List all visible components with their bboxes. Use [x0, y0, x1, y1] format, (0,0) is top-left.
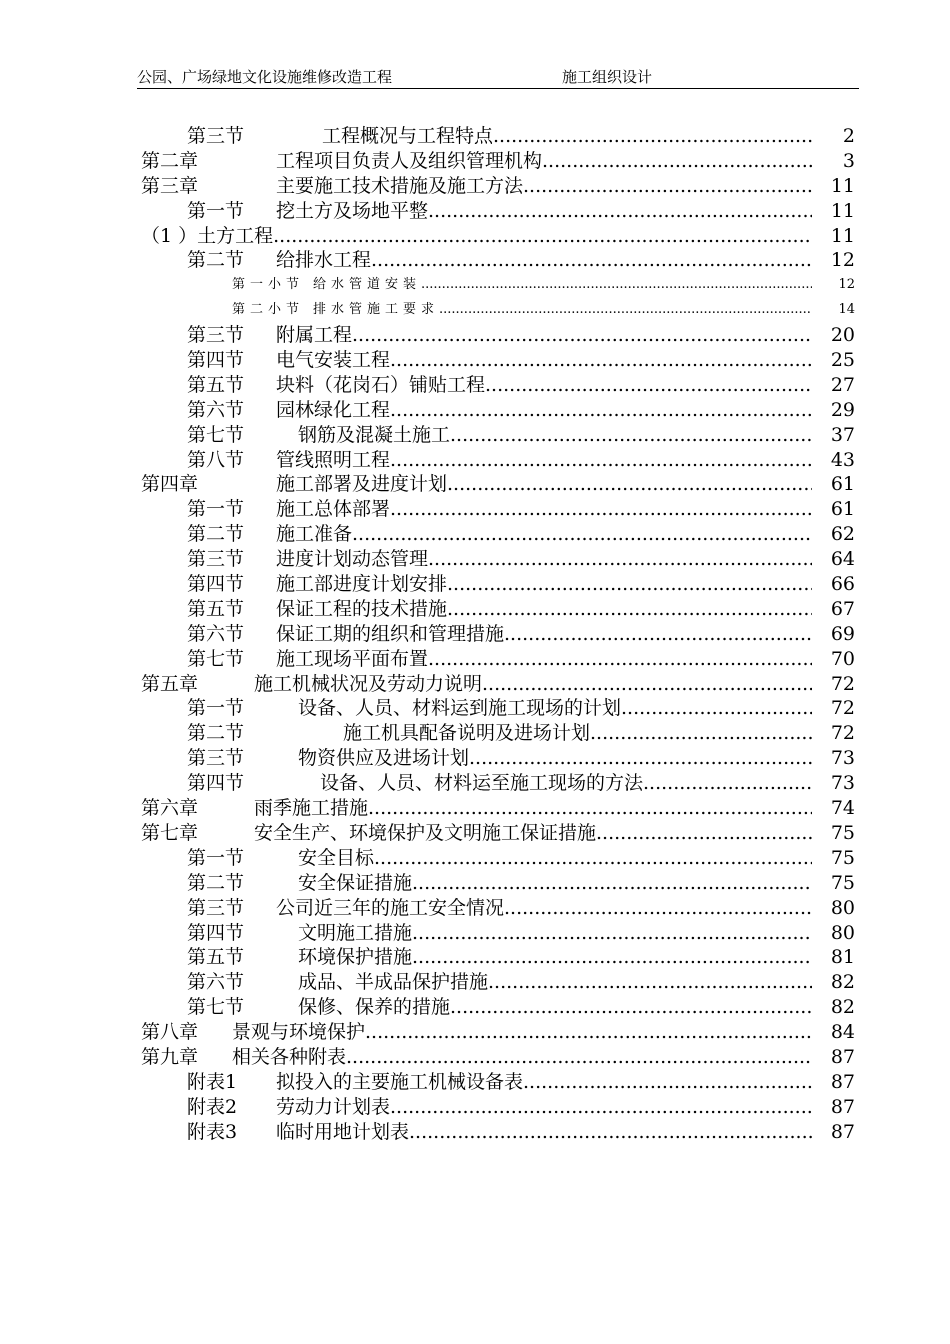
toc-entry-title: 施工部进度计划安排: [276, 573, 448, 596]
toc-leader-dots: [352, 323, 812, 348]
toc-entry-label: 第三节: [187, 548, 245, 571]
toc-leader-dots: [428, 547, 812, 572]
toc-entry-title: 工程项目负责人及组织管理机构: [276, 149, 543, 172]
toc-entry-label: 第二章: [141, 149, 199, 172]
toc-leader-dots: [447, 472, 812, 497]
toc-entry-label: 第一节: [187, 498, 245, 521]
toc-entry-label: 第九章: [141, 1045, 199, 1068]
toc-entry-label: 第三章: [141, 174, 199, 197]
toc-entry[interactable]: [0, 771, 950, 796]
toc-entry-page: 87: [830, 1070, 855, 1093]
toc-entry[interactable]: [0, 647, 950, 672]
toc-entry-page: 72: [830, 722, 855, 745]
toc-leader-dots: [504, 896, 812, 921]
toc-entry-title: 管线照明工程: [276, 448, 391, 471]
toc-entry-page: 75: [830, 846, 855, 869]
toc-entry-label: 第四节: [187, 772, 245, 795]
toc-leader-dots: [450, 995, 812, 1020]
toc-entry-label: 第七节: [187, 647, 245, 670]
toc-entry[interactable]: [0, 597, 950, 622]
toc-entry-page: 61: [830, 498, 855, 521]
header-document-type: 施工组织设计: [562, 68, 653, 86]
toc-entry[interactable]: [0, 995, 950, 1020]
toc-entry-title: 施工机械状况及劳动力说明: [254, 672, 483, 695]
toc-entry-title: 临时用地计划表: [276, 1120, 410, 1143]
toc-entry-page: 61: [830, 473, 855, 496]
toc-entry-title: 设备、人员、材料运到施工现场的计划: [298, 697, 622, 720]
toc-entry-label: 第二小节: [232, 302, 305, 318]
toc-entry-title: 施工总体部署: [276, 498, 391, 521]
toc-leader-dots: [368, 796, 812, 821]
toc-leader-dots: [482, 672, 812, 697]
toc-entry[interactable]: [0, 199, 950, 224]
toc-entry[interactable]: [0, 224, 950, 249]
toc-entry-label: 第二节: [187, 249, 245, 272]
toc-entry-title: 钢筋及混凝土施工: [298, 423, 451, 446]
toc-entry-title: 安全生产、环境保护及文明施工保证措施: [254, 821, 597, 844]
toc-entry-page: 82: [830, 996, 855, 1019]
toc-entry-label: 第二节: [187, 523, 245, 546]
toc-leader-dots: [488, 970, 812, 995]
toc-leader-dots: [374, 846, 812, 871]
toc-leader-dots: [428, 647, 812, 672]
toc-entry[interactable]: [0, 522, 950, 547]
toc-entry-page: 80: [830, 921, 855, 944]
toc-entry-title: 挖土方及场地平整: [276, 199, 429, 222]
toc-entry[interactable]: [0, 846, 950, 871]
toc-entry-page: 82: [830, 971, 855, 994]
toc-entry-page: 72: [830, 672, 855, 695]
toc-leader-dots: [447, 572, 812, 597]
toc-entry-page: 12: [830, 249, 855, 272]
toc-leader-dots: [390, 1095, 812, 1120]
toc-entry-page: 29: [830, 398, 855, 421]
toc-leader-dots: [273, 224, 812, 249]
toc-leader-dots: [643, 771, 812, 796]
toc-entry-label: 第六节: [187, 398, 245, 421]
toc-entry-page: 11: [830, 199, 855, 222]
toc-entry-title: 公司近三年的施工安全情况: [276, 896, 505, 919]
toc-entry-title: 块料（花岗石）铺贴工程: [276, 373, 486, 396]
toc-entry-label: 第一节: [187, 199, 245, 222]
toc-entry[interactable]: [0, 821, 950, 846]
toc-leader-dots: [428, 199, 812, 224]
toc-entry-page: 43: [830, 448, 855, 471]
toc-entry-page: 87: [830, 1120, 855, 1143]
toc-entry-title: 工程概况与工程特点: [322, 125, 494, 147]
toc-leader-dots: [390, 448, 812, 473]
toc-leader-dots: [596, 821, 812, 846]
toc-entry-title: 进度计划动态管理: [276, 548, 429, 571]
toc-entry-label: 第三节: [187, 324, 245, 347]
toc-entry[interactable]: [0, 423, 950, 448]
toc-entry-page: 73: [830, 772, 855, 795]
toc-entry-page: 25: [830, 349, 855, 372]
toc-entry[interactable]: [0, 672, 950, 697]
toc-entry[interactable]: [0, 871, 950, 896]
toc-entry-title: 保修、保养的措施: [298, 996, 451, 1019]
toc-entry-label: 第六章: [141, 797, 199, 820]
toc-entry-label: 第八节: [187, 448, 245, 471]
toc-entry[interactable]: [0, 1045, 950, 1070]
toc-entry-label: 附表3: [187, 1120, 238, 1143]
toc-entry-title: 文明施工措施: [298, 921, 413, 944]
toc-entry-page: 27: [830, 373, 855, 396]
toc-leader-dots: [365, 1020, 812, 1045]
toc-entry[interactable]: [0, 174, 950, 199]
toc-leader-dots: [439, 298, 812, 323]
toc-entry-label: 第三节: [187, 896, 245, 919]
toc-entry[interactable]: [0, 696, 950, 721]
toc-entry-label: 第四节: [187, 349, 245, 372]
toc-entry-label: 附表1: [187, 1070, 238, 1093]
toc-entry[interactable]: [0, 921, 950, 946]
toc-entry[interactable]: [0, 149, 950, 174]
toc-entry-title: 安全目标: [298, 846, 375, 869]
toc-entry-page: 87: [830, 1045, 855, 1068]
toc-entry-label: 第七章: [141, 821, 199, 844]
toc-entry-label: 第五节: [187, 946, 245, 969]
toc-entry-page: 66: [830, 573, 855, 596]
toc-entry-page: 72: [830, 697, 855, 720]
toc-leader-dots: [504, 622, 812, 647]
toc-entry-label: 附表2: [187, 1095, 238, 1118]
toc-leader-dots: [450, 423, 812, 448]
toc-entry-title: 保证工程的技术措施: [276, 597, 448, 620]
toc-entry[interactable]: [0, 124, 950, 149]
toc-entry-title: 拟投入的主要施工机械设备表: [276, 1070, 524, 1093]
toc-entry-label: 第五章: [141, 672, 199, 695]
toc-leader-dots: [390, 497, 812, 522]
toc-entry-page: 3: [842, 149, 855, 172]
toc-entry-label: 第四节: [187, 573, 245, 596]
toc-entry-title: 成品、半成品保护措施: [298, 971, 489, 994]
toc-leader-dots: [412, 871, 812, 896]
toc-entry-page: 75: [830, 821, 855, 844]
toc-entry[interactable]: [0, 547, 950, 572]
toc-entry-page: 70: [830, 647, 855, 670]
toc-entry-page: 81: [830, 946, 855, 969]
toc-entry-title: 劳动力计划表: [276, 1095, 391, 1118]
toc-entry[interactable]: [0, 448, 950, 473]
toc-leader-dots: [493, 124, 812, 149]
toc-entry-title: 相关各种附表: [232, 1045, 347, 1068]
toc-entry[interactable]: [0, 323, 950, 348]
table-of-contents: [0, 124, 950, 1145]
toc-leader-dots: [447, 597, 812, 622]
toc-entry[interactable]: [0, 248, 950, 273]
toc-entry-title: 物资供应及进场计划: [298, 747, 470, 770]
toc-entry-page: 67: [830, 597, 855, 620]
toc-leader-dots: [412, 921, 812, 946]
toc-entry-title: 环境保护措施: [298, 946, 413, 969]
toc-entry-label: 第七节: [187, 996, 245, 1019]
toc-entry-title: 给排水工程: [276, 249, 372, 272]
toc-leader-dots: [421, 273, 812, 298]
toc-entry-title: 安全保证措施: [298, 871, 413, 894]
toc-entry-label: 第五节: [187, 597, 245, 620]
toc-entry-label: 第七节: [187, 423, 245, 446]
page-header: [137, 66, 859, 89]
toc-entry[interactable]: [0, 896, 950, 921]
toc-entry-label: 第二节: [187, 871, 245, 894]
toc-leader-dots: [542, 149, 812, 174]
toc-entry[interactable]: [0, 1070, 950, 1095]
toc-entry-label: 第三节: [187, 747, 245, 770]
toc-entry-title: 景观与环境保护: [232, 1021, 366, 1044]
toc-entry-label: 第四节: [187, 921, 245, 944]
toc-entry-page: 80: [830, 896, 855, 919]
toc-entry-label: 第一小节: [232, 277, 305, 293]
toc-entry-label: 第五节: [187, 373, 245, 396]
toc-entry-title: 施工现场平面布置: [276, 647, 429, 670]
toc-entry[interactable]: [0, 373, 950, 398]
toc-entry-label: 第三节: [187, 125, 245, 147]
toc-entry-page: 11: [830, 224, 855, 247]
toc-leader-dots: [469, 746, 812, 771]
toc-entry-title: （1 ）土方工程: [141, 224, 274, 247]
toc-entry[interactable]: [0, 1120, 950, 1145]
toc-entry-title: 主要施工技术措施及施工方法: [276, 174, 524, 197]
toc-entry-label: 第四章: [141, 473, 199, 496]
toc-entry-page: 37: [830, 423, 855, 446]
toc-leader-dots: [371, 248, 812, 273]
toc-entry-title: 施工部署及进度计划: [276, 473, 448, 496]
toc-entry[interactable]: [0, 497, 950, 522]
toc-entry[interactable]: [0, 348, 950, 373]
toc-entry-page: 84: [830, 1021, 855, 1044]
toc-entry-page: 14: [838, 302, 855, 318]
toc-leader-dots: [390, 398, 812, 423]
toc-entry-label: 第六节: [187, 622, 245, 645]
toc-entry-page: 87: [830, 1095, 855, 1118]
toc-entry[interactable]: [0, 298, 950, 323]
toc-entry-label: 第二节: [187, 722, 245, 745]
toc-entry-title: 排水管施工要求: [313, 298, 439, 323]
toc-entry-title: 电气安装工程: [276, 349, 391, 372]
toc-entry[interactable]: [0, 721, 950, 746]
toc-entry-title: 施工准备: [276, 523, 353, 546]
toc-leader-dots: [621, 696, 812, 721]
toc-entry-label: 第八章: [141, 1021, 199, 1044]
toc-leader-dots: [485, 373, 812, 398]
toc-leader-dots: [352, 522, 812, 547]
toc-entry[interactable]: [0, 622, 950, 647]
toc-entry-page: 74: [830, 797, 855, 820]
toc-entry-title: 给水管道安装: [313, 273, 421, 298]
toc-entry-page: 73: [830, 747, 855, 770]
toc-entry[interactable]: [0, 1020, 950, 1045]
toc-entry[interactable]: [0, 1095, 950, 1120]
toc-leader-dots: [523, 174, 812, 199]
toc-entry-title: 附属工程: [276, 324, 353, 347]
toc-entry-page: 12: [838, 277, 855, 293]
toc-entry-title: 设备、人员、材料运至施工现场的方法: [320, 772, 644, 795]
toc-entry-page: 20: [830, 324, 855, 347]
toc-entry-title: 园林绿化工程: [276, 398, 391, 421]
toc-leader-dots: [590, 721, 812, 746]
toc-entry[interactable]: [0, 273, 950, 298]
toc-leader-dots: [409, 1120, 812, 1145]
toc-entry-page: 11: [830, 174, 855, 197]
toc-entry[interactable]: [0, 472, 950, 497]
toc-entry-page: 64: [830, 548, 855, 571]
toc-entry[interactable]: [0, 796, 950, 821]
toc-leader-dots: [346, 1045, 812, 1070]
toc-entry-title: 雨季施工措施: [254, 797, 369, 820]
toc-leader-dots: [523, 1070, 812, 1095]
toc-entry-label: 第一节: [187, 846, 245, 869]
toc-entry-page: 2: [842, 125, 855, 147]
toc-entry[interactable]: [0, 970, 950, 995]
toc-entry-page: 75: [830, 871, 855, 894]
toc-entry-page: 62: [830, 523, 855, 546]
toc-entry[interactable]: [0, 572, 950, 597]
toc-leader-dots: [390, 348, 812, 373]
toc-entry-title: 保证工期的组织和管理措施: [276, 622, 505, 645]
toc-entry-page: 69: [830, 622, 855, 645]
toc-entry-label: 第六节: [187, 971, 245, 994]
toc-entry[interactable]: [0, 746, 950, 771]
toc-entry-title: 施工机具配备说明及进场计划: [343, 722, 591, 745]
toc-entry[interactable]: [0, 398, 950, 423]
toc-entry[interactable]: [0, 945, 950, 970]
toc-entry-label: 第一节: [187, 697, 245, 720]
header-project-title: 公园、广场绿地文化设施维修改造工程: [137, 68, 393, 86]
toc-leader-dots: [412, 945, 812, 970]
